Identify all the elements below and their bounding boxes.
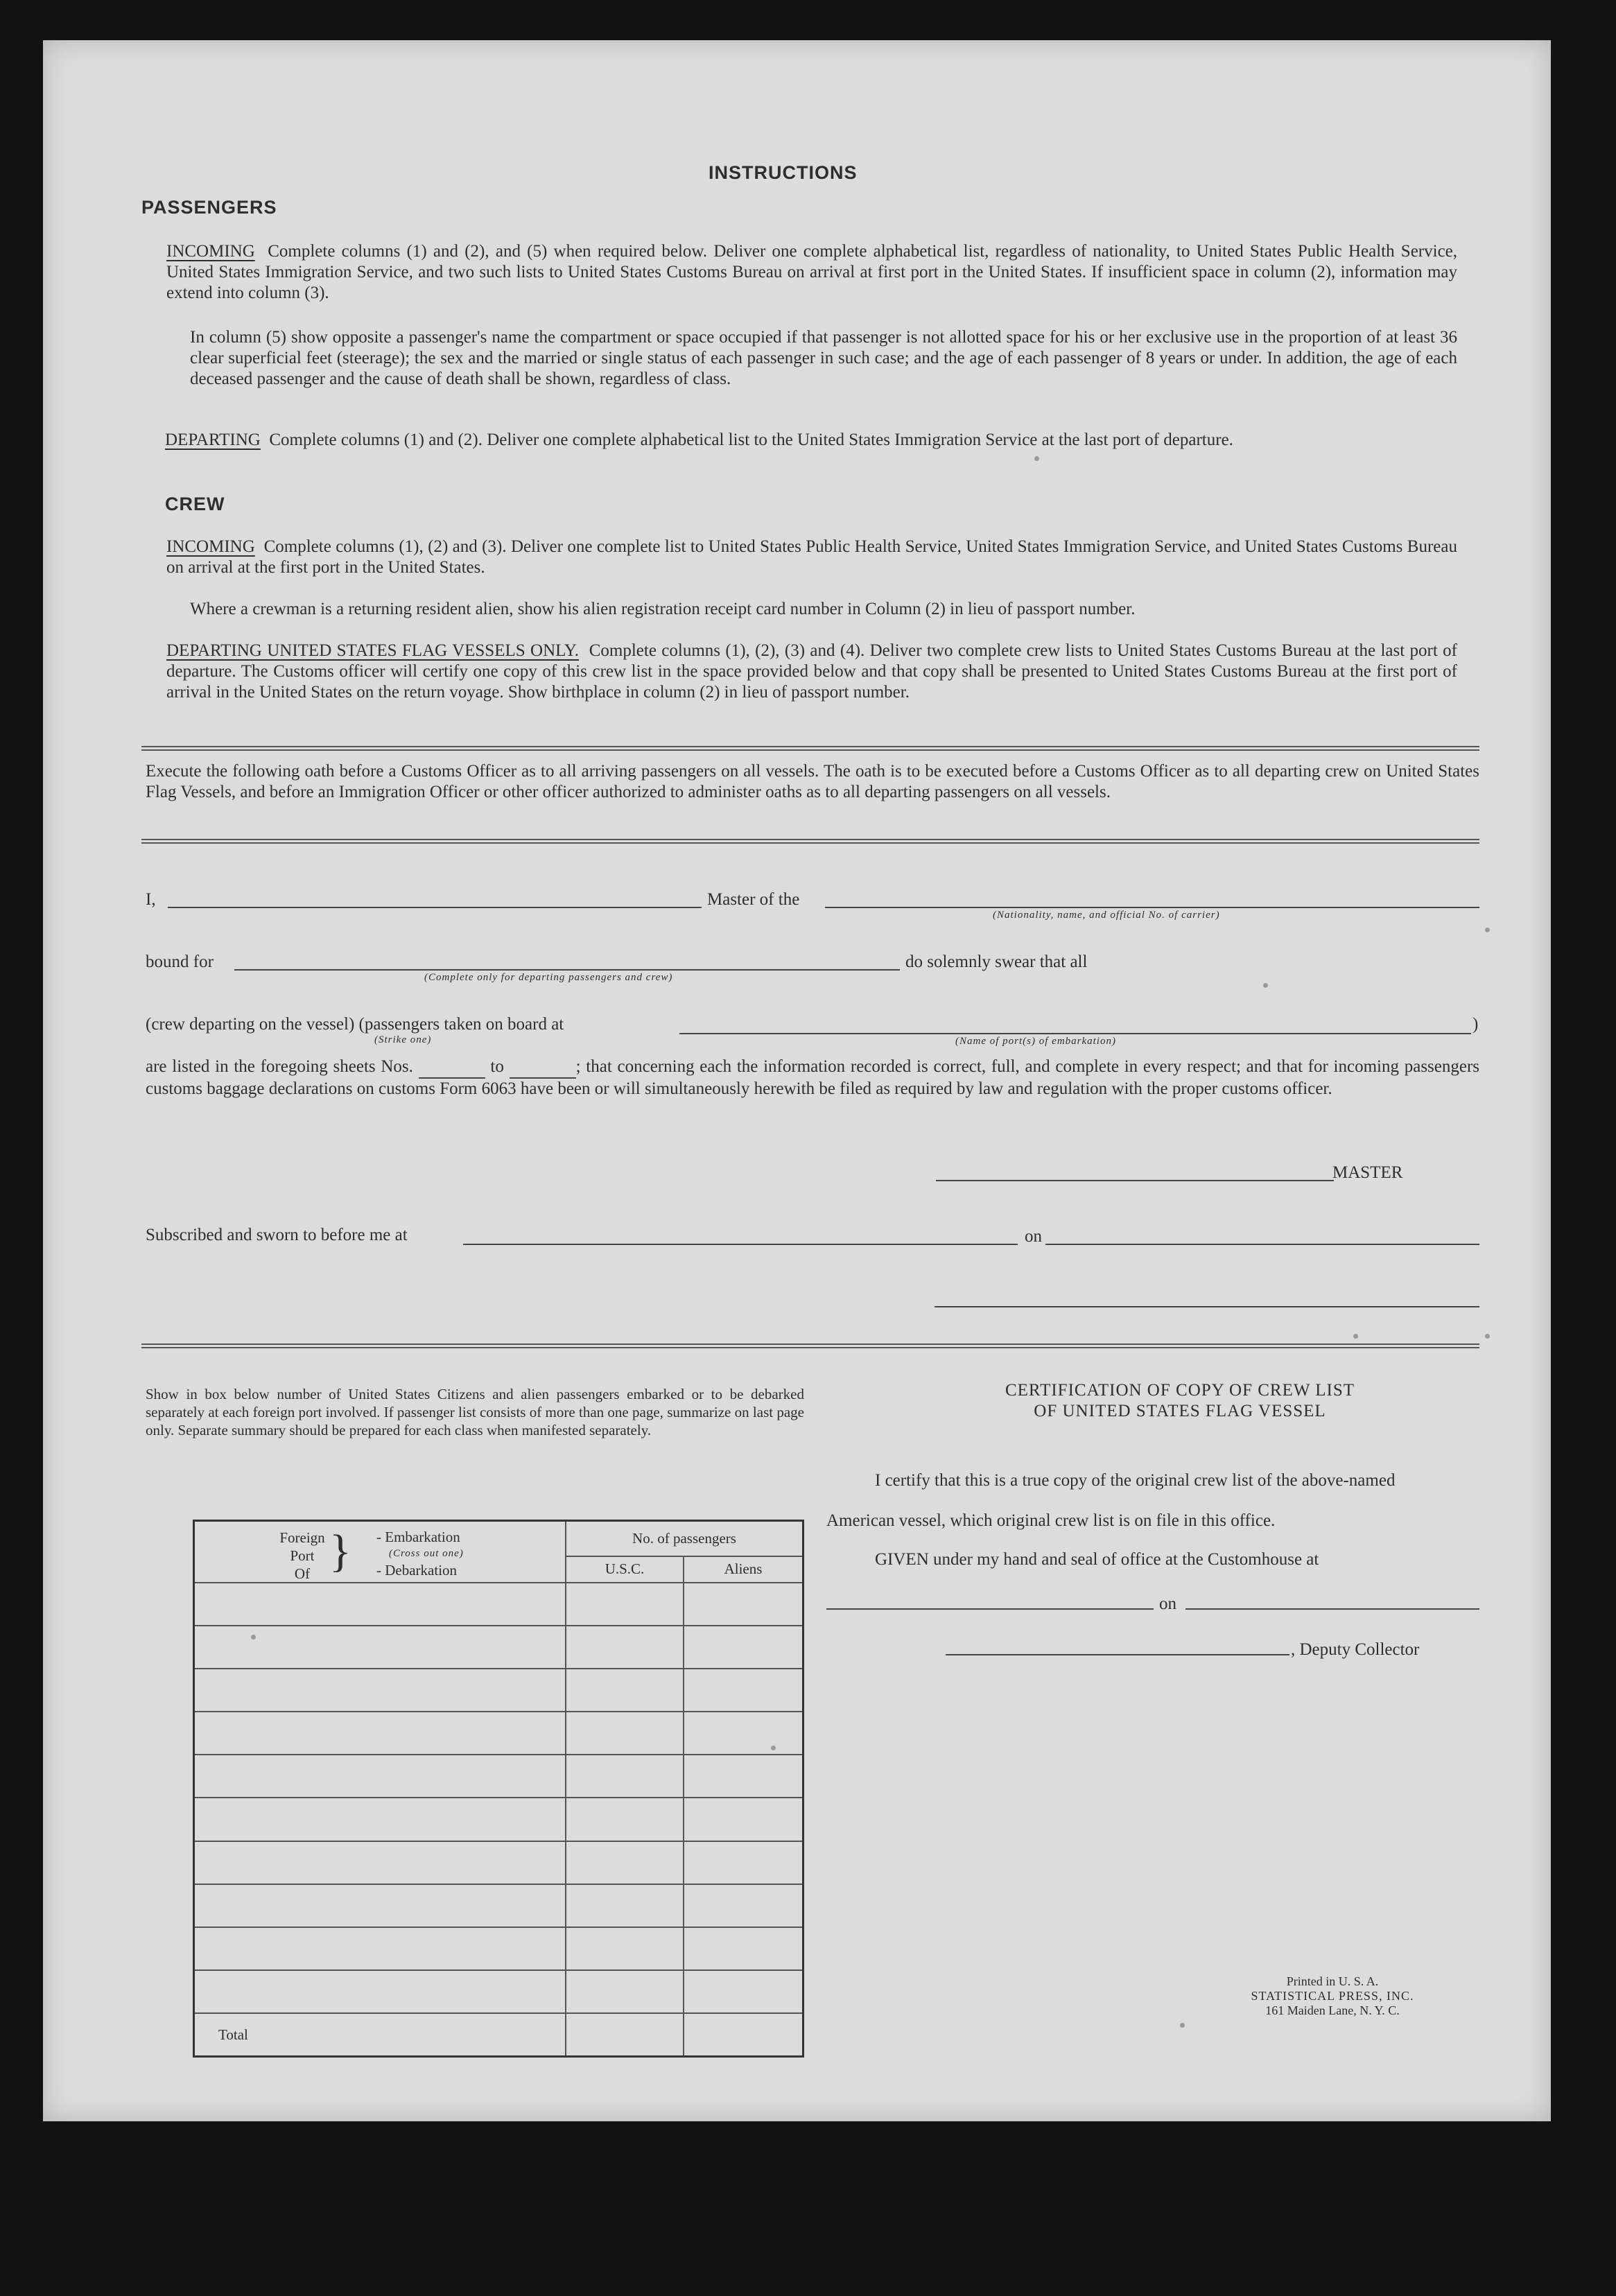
carrier-field[interactable] bbox=[825, 907, 1479, 908]
port-cell[interactable] bbox=[194, 1841, 566, 1884]
listed-paragraph bbox=[146, 1056, 1479, 1099]
master-name-field[interactable] bbox=[168, 907, 702, 908]
usc-cell[interactable] bbox=[566, 1669, 684, 1712]
listed-text-rest: ; that concerning each the information recorded is correct, full, and complete in every respect; and that for incoming passengers customs baggage declarations on customs Form 6063 have been or will simultaneously herewith be filed as required by law and regulation with the proper customs officer. bbox=[146, 1057, 1480, 1098]
given-text: GIVEN under my hand and seal of office at the Customhouse at bbox=[875, 1550, 1319, 1569]
aliens-cell[interactable] bbox=[684, 1712, 803, 1755]
usc-total-cell[interactable] bbox=[566, 2013, 684, 2056]
form-page bbox=[43, 40, 1551, 2121]
certification-date-field[interactable] bbox=[1185, 1608, 1479, 1610]
crew-incoming-paragraph bbox=[166, 537, 1457, 578]
aliens-cell[interactable] bbox=[684, 1970, 803, 2013]
divider bbox=[141, 839, 1479, 844]
total-label: Total bbox=[194, 2013, 566, 2056]
printer-line-3: 161 Maiden Lane, N. Y. C. bbox=[1265, 2003, 1400, 2017]
port-cell[interactable] bbox=[194, 1970, 566, 2013]
aliens-cell[interactable] bbox=[684, 1755, 803, 1798]
port-cell[interactable] bbox=[194, 1755, 566, 1798]
passengers-departing-label: DEPARTING bbox=[165, 430, 261, 449]
passengers-column5-paragraph: In column (5) show opposite a passenger's name the compartment or space occupied if that passenger is not allotted space for his or her exclusive use in the proportion of at least 36 clear superficial feet (steerage); the sex and the married or single status of each passenger in such case; and the age of each passenger of 8 years or under. In addition, the age of each deceased passenger and the cause of death shall be shown, regardless of class. bbox=[190, 328, 1457, 388]
passenger-summary-table bbox=[193, 1520, 804, 2058]
crew-incoming-text: Complete columns (1), (2) and (3). Deliver one complete list to United States Public Health Service, United States Immigration Service, and United States Customs Bureau on arrival at the first port in the United States. bbox=[166, 537, 1457, 577]
usc-cell[interactable] bbox=[566, 1712, 684, 1755]
speck bbox=[1263, 983, 1268, 988]
page-title: INSTRUCTIONS bbox=[709, 162, 858, 183]
usc-cell[interactable] bbox=[566, 1798, 684, 1841]
oath-instruction: Execute the following oath before a Customs Officer as to all arriving passengers on all vessels. The oath is to be executed before a Customs Officer as to all departing crew on United States Flag Vessels, and before an Immigration Officer or other officer authorized to administer oaths as to all departing passengers on all vessels. bbox=[146, 762, 1479, 801]
crew-resident-paragraph: Where a crewman is a returning resident alien, show his alien registration receipt card number in Column (2) in lieu of passport number. bbox=[190, 600, 1136, 618]
sheet-to-field[interactable] bbox=[510, 1056, 576, 1079]
printer-line-2: STATISTICAL PRESS, INC. bbox=[1251, 1989, 1414, 2003]
usc-cell[interactable] bbox=[566, 1884, 684, 1927]
aliens-total-cell[interactable] bbox=[684, 2013, 803, 2056]
summary-instruction: Show in box below number of United States Citizens and alien passengers embarked or to be debarked separately at each foreign port involved. If passenger list consists of more than one page, summarize on last page only. Separate summary should be prepared for each class when manifested separately. bbox=[146, 1386, 804, 1438]
divider bbox=[141, 746, 1479, 751]
port-note: (Name of port(s) of embarkation) bbox=[955, 1036, 1116, 1047]
master-signature-field[interactable] bbox=[936, 1180, 1334, 1181]
port-cell[interactable] bbox=[194, 1798, 566, 1841]
of-label: Of bbox=[294, 1565, 311, 1582]
oath-i-label: I, bbox=[146, 890, 156, 909]
port-cell[interactable] bbox=[194, 1884, 566, 1927]
aliens-cell[interactable] bbox=[684, 1626, 803, 1669]
passengers-incoming-text: Complete columns (1) and (2), and (5) when required below. Deliver one complete alphabetical list, regardless of nationality, to United States Public Health Service, United States Immigration Service, and two such lists to United States Customs Bureau on arrival at first port in the United States. If insufficient space in column (2), information may extend into column (3). bbox=[166, 242, 1458, 302]
subscribed-label: Subscribed and sworn to before me at bbox=[146, 1226, 408, 1244]
port-cell[interactable] bbox=[194, 1583, 566, 1626]
officer-signature-field[interactable] bbox=[935, 1306, 1479, 1307]
complete-only-note: (Complete only for departing passengers and crew) bbox=[424, 972, 673, 983]
aliens-header: Aliens bbox=[684, 1556, 803, 1582]
certification-title-1: CERTIFICATION OF COPY OF CREW LIST bbox=[1005, 1381, 1355, 1400]
port-cell[interactable] bbox=[194, 1927, 566, 1970]
master-of-the-label: Master of the bbox=[707, 890, 800, 909]
aliens-cell[interactable] bbox=[684, 1927, 803, 1970]
certification-title-2: OF UNITED STATES FLAG VESSEL bbox=[1034, 1402, 1326, 1420]
bound-for-label: bound for bbox=[146, 953, 214, 971]
printer-line-1: Printed in U. S. A. bbox=[1286, 1974, 1379, 1988]
embarkation-port-field[interactable] bbox=[679, 1033, 1471, 1034]
master-label: MASTER bbox=[1332, 1163, 1403, 1182]
divider bbox=[141, 1343, 1479, 1348]
usc-header: U.S.C. bbox=[566, 1556, 684, 1582]
speck bbox=[251, 1635, 256, 1640]
crew-departing-label: DEPARTING UNITED STATES FLAG VESSELS ONLY. bbox=[166, 641, 579, 660]
passengers-departing-text: Complete columns (1) and (2). Deliver one complete alphabetical list to the United States Immigration Service at the last port of departure. bbox=[269, 430, 1233, 449]
strike-one-note: (Strike one) bbox=[374, 1034, 432, 1045]
crew-departing-text: Complete columns (1), (2), (3) and (4). Deliver two complete crew lists to United States Customs Bureau at the last port of departure. The Customs officer will certify one copy of this crew list in the space provided below and that copy shall be presented to United States Customs Bureau at the first port of arrival in the United States on the return voyage. Show birthplace in column (2) in lieu of passport number. bbox=[166, 641, 1457, 702]
aliens-cell[interactable] bbox=[684, 1669, 803, 1712]
foreign-label: Foreign bbox=[279, 1529, 325, 1546]
brace: } bbox=[329, 1526, 351, 1576]
no-passengers-header: No. of passengers bbox=[566, 1521, 803, 1557]
aliens-cell[interactable] bbox=[684, 1583, 803, 1626]
aliens-cell[interactable] bbox=[684, 1841, 803, 1884]
subscribed-date-field[interactable] bbox=[1045, 1244, 1479, 1245]
listed-text-start: are listed in the foregoing sheets Nos. bbox=[146, 1057, 413, 1076]
usc-cell[interactable] bbox=[566, 1970, 684, 2013]
speck bbox=[771, 1746, 776, 1750]
certify-text-1: I certify that this is a true copy of the original crew list of the above-named bbox=[875, 1471, 1396, 1490]
port-cell[interactable] bbox=[194, 1669, 566, 1712]
crew-departing-paragraph bbox=[166, 641, 1457, 703]
solemnly-swear-label: do solemnly swear that all bbox=[905, 953, 1088, 971]
passengers-incoming-paragraph bbox=[166, 241, 1457, 304]
passengers-departing-paragraph bbox=[165, 430, 1457, 451]
bound-for-field[interactable] bbox=[234, 969, 900, 971]
port-cell[interactable] bbox=[194, 1626, 566, 1669]
usc-cell[interactable] bbox=[566, 1927, 684, 1970]
passengers-heading: PASSENGERS bbox=[141, 197, 277, 218]
printer-credit bbox=[1228, 1974, 1436, 2018]
speck bbox=[1353, 1334, 1358, 1339]
certify-text-2: American vessel, which original crew list is on file in this office. bbox=[826, 1511, 1276, 1530]
usc-cell[interactable] bbox=[566, 1755, 684, 1798]
usc-cell[interactable] bbox=[566, 1841, 684, 1884]
speck bbox=[1180, 2023, 1185, 2028]
debarkation-label: - Debarkation bbox=[376, 1562, 458, 1578]
crew-heading: CREW bbox=[165, 494, 225, 514]
usc-cell[interactable] bbox=[566, 1583, 684, 1626]
port-label: Port bbox=[290, 1547, 315, 1564]
nationality-note: (Nationality, name, and official No. of carrier) bbox=[993, 910, 1220, 921]
subscribed-on-label: on bbox=[1025, 1227, 1042, 1246]
customhouse-field[interactable] bbox=[826, 1608, 1154, 1610]
port-cell[interactable] bbox=[194, 1712, 566, 1755]
deputy-signature-field[interactable] bbox=[946, 1654, 1289, 1655]
speck bbox=[1485, 1334, 1490, 1339]
cross-out-note: (Cross out one) bbox=[389, 1548, 464, 1559]
crew-incoming-label: INCOMING bbox=[166, 537, 255, 556]
foreign-port-header bbox=[194, 1521, 566, 1583]
certification-on-label: on bbox=[1159, 1594, 1176, 1613]
subscribed-place-field[interactable] bbox=[463, 1244, 1018, 1245]
aliens-cell[interactable] bbox=[684, 1884, 803, 1927]
usc-cell[interactable] bbox=[566, 1626, 684, 1669]
embarkation-label: - Embarkation bbox=[376, 1529, 460, 1545]
crew-departing-label: (crew departing on the vessel) (passengers taken on board at bbox=[146, 1015, 564, 1034]
speck bbox=[1485, 928, 1490, 932]
aliens-cell[interactable] bbox=[684, 1798, 803, 1841]
listed-to: to bbox=[490, 1057, 504, 1076]
sheet-from-field[interactable] bbox=[419, 1056, 485, 1079]
close-paren: ) bbox=[1472, 1015, 1479, 1034]
deputy-collector-label: , Deputy Collector bbox=[1291, 1640, 1420, 1659]
speck bbox=[1034, 456, 1039, 461]
passengers-incoming-label: INCOMING bbox=[166, 242, 255, 261]
